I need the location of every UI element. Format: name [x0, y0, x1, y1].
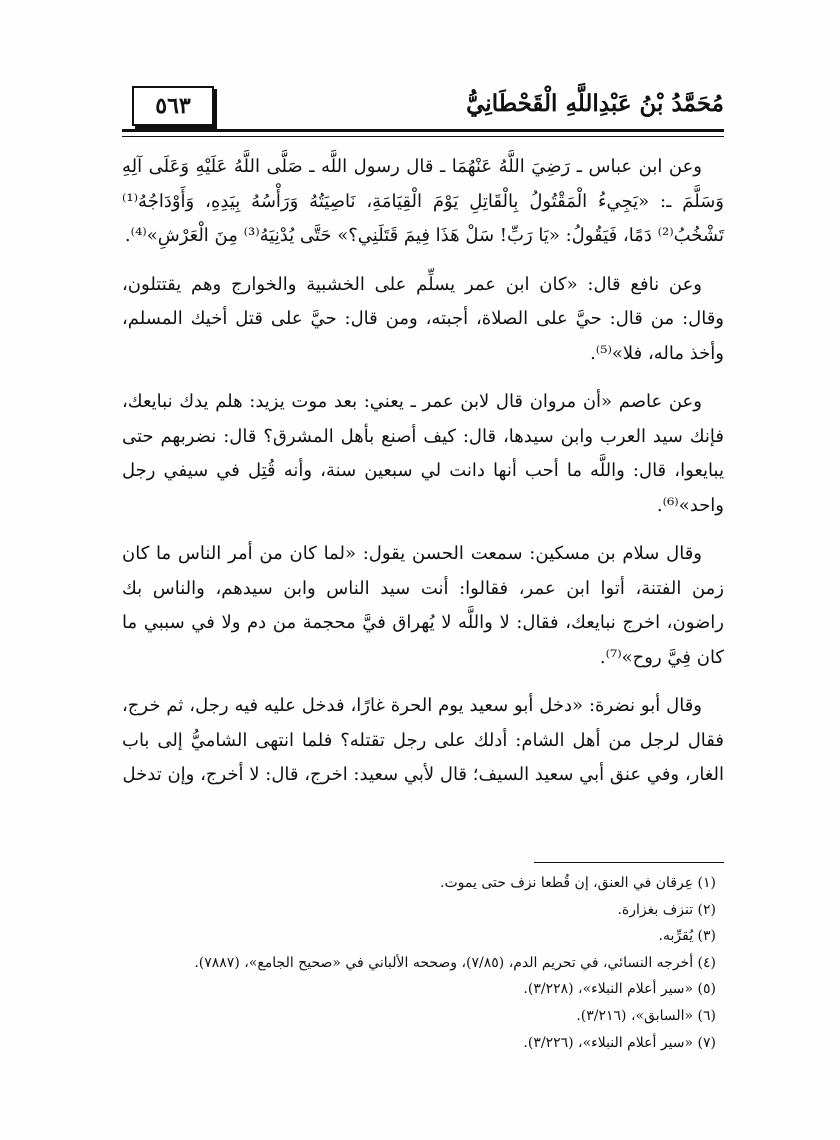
footnote-7: (٧) «سير أعلام النبلاء»، (٣/٢٢٦). — [523, 1034, 716, 1051]
footnote-1: (١) عِرقان في العنق، إن قُطعا نزف حتى يموت. — [440, 875, 716, 891]
header-rule-thin — [122, 136, 724, 137]
running-title: مُحَمَّدُ بْنُ عَبْدِاللَّهِ الْقَحْطَانِيُّ — [466, 90, 724, 117]
header-rule-thick — [122, 129, 724, 132]
footnotes — [122, 870, 724, 1056]
footnote-3: (٣) يُقرِّبه. — [658, 928, 716, 945]
paragraph-ibn-abbas: وعن ابن عباس ـ رَضِيَ اللَّهُ عَنْهُمَا ـ قال رسول اللَّه ـ صَلَّى اللَّهُ عَلَيْهِ وَعَلَى آلِهِ وَسَلَّمَ ـ: «يَجِيءُ الْمَقْتُولُ بِالْقَاتِلِ يَوْمَ الْقِيَامَةِ، نَاصِيَتُهُ وَرَأْسُهُ بِيَدِهِ، وَأَوْدَاجُهُ⁽¹⁾ تَشْخُبُ⁽²⁾ دَمًا، فَيَقُولُ: «يَا رَبِّ! سَلْ هَذَا فِيمَ قَتَلَنِي؟» حَتَّى يُدْنِيَهُ⁽³⁾ مِنَ الْعَرْشِ»⁽⁴⁾. — [122, 156, 725, 246]
paragraph-asim: وعن عاصم «أن مروان قال لابن عمر ـ يعني: بعد موت يزيد: هلم يدك نبايعك، فإنك سيد العرب وابن سيدها، قال: كيف أصنع بأهل المشرق؟ قال: نضربهم حتى يبايعوا، قال: واللَّه ما أحب أنها دانت لي سبعين سنة، وأنه قُتِل في سيفي رجل واحد»⁽⁶⁾. — [122, 391, 724, 516]
paragraph-nafi: وعن نافع قال: «كان ابن عمر يسلِّم على الخشبية والخوارج وهم يقتتلون، وقال: من قال: حيَّ على الصلاة، أجبته، ومن قال: حيَّ على قتل أخيك المسلم، وأخذ ماله، فلا»⁽⁵⁾. — [122, 273, 724, 364]
paragraph-sallam: وقال سلام بن مسكين: سمعت الحسن يقول: «لما كان من أمر الناس ما كان زمن الفتنة، أتوا ابن عمر، فقالوا: أنت سيد الناس وابن سيدهم، والناس بك راضون، اخرج نبايعك، فقال: لا واللَّه لا يُهراق فيَّ محجمة من دم ولا في سببي ما كان فِيَّ روح»⁽⁷⁾. — [122, 543, 724, 668]
footnote-2: (٢) تنزف بغزارة. — [617, 901, 716, 918]
page-header — [122, 86, 724, 130]
footnote-separator — [534, 862, 724, 863]
footnote-4: (٤) أخرجه النسائي، في تحريم الدم، (٧/٨٥)، وصححه الألباني في «صحيح الجامع»، (٧٨٨٧). — [194, 954, 716, 971]
paragraph-abu-nadra: وقال أبو نضرة: «دخل أبو سعيد يوم الحرة غارًا، فدخل عليه فيه رجل، ثم خرج، فقال لرجل من أهل الشام: أدلك على رجل تقتله؟ فلما انتهى الشاميُّ إلى باب الغار، وفي عنق أبي سعيد السيف؛ قال لأبي سعيد: اخرج، قال: لا أخرج، وإن تدخل — [122, 695, 724, 785]
page-number: ٥٦٣ — [132, 86, 214, 126]
main-text — [122, 150, 724, 807]
footnote-6: (٦) «السابق»، (٣/٢١٦). — [576, 1007, 716, 1024]
footnote-5: (٥) «سير أعلام النبلاء»، (٣/٢٢٨). — [523, 981, 716, 998]
